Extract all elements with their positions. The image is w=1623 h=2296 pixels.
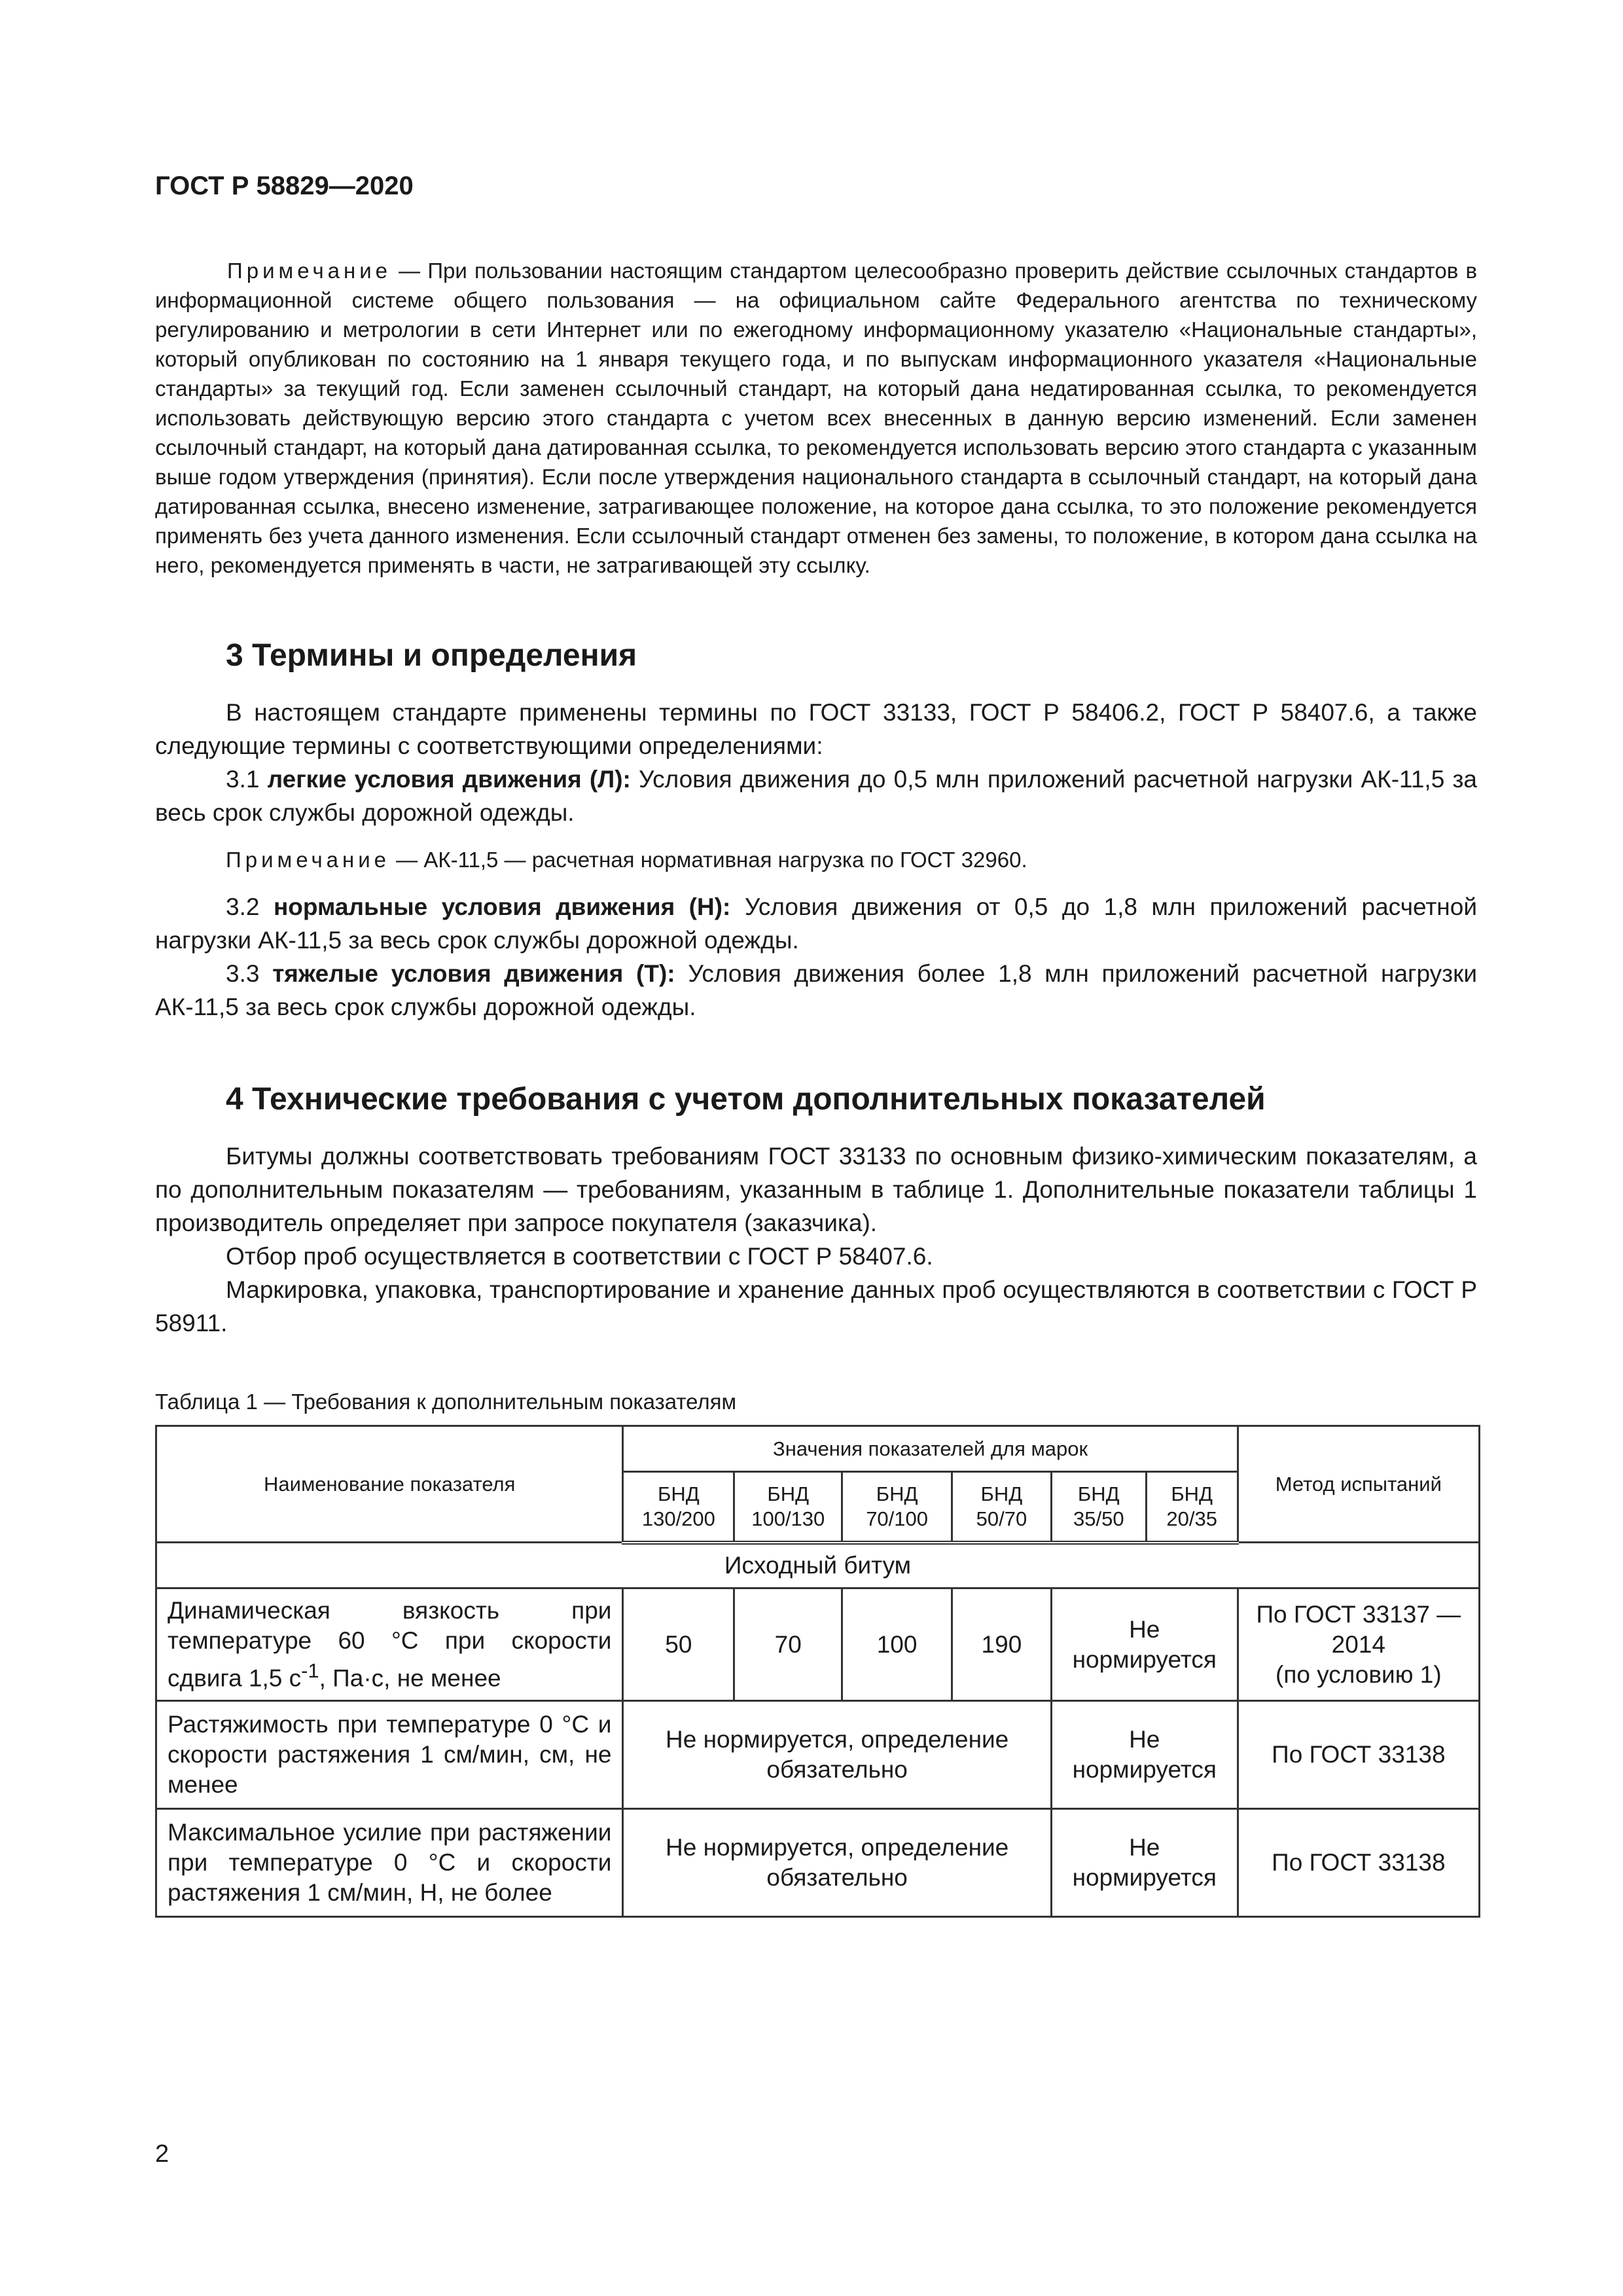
reference-note	[155, 256, 1477, 580]
value-cell: 70	[734, 1588, 842, 1701]
method-cell: По ГОСТ 33138	[1238, 1701, 1479, 1809]
header-values: Значения показателей для марок	[623, 1426, 1238, 1472]
section-4-para-1: Битумы должны соответствовать требованиям ГОСТ 33133 по основным физико-химическим показателям, а по дополнительным показателям — требованиям, указанным в таблице 1. Дополнительные показатели таблицы 1 производитель определяет при запросе покупателя (заказчика).	[155, 1143, 1477, 1236]
table-row	[156, 1588, 1480, 1701]
grade-header: БНД 50/70	[952, 1472, 1052, 1543]
term-3-3: 3.3 тяжелые условия движения (Т): Условия движения более 1,8 млн приложений расчетной нагрузки АК-11,5 за весь срок службы дорожной одежды.	[155, 960, 1477, 1020]
table-caption: Таблица 1 — Требования к дополнительным показателям	[155, 1390, 737, 1414]
term-note: Примечание — АК-11,5 — расчетная нормативная нагрузка по ГОСТ 32960.	[226, 848, 1027, 872]
method-cell: По ГОСТ 33137 — 2014 (по условию 1)	[1238, 1588, 1479, 1701]
term-3-2: 3.2 нормальные условия движения (Н): Условия движения от 0,5 до 1,8 млн приложений расчетной нагрузки АК-11,5 за весь срок службы дорожной одежды.	[155, 893, 1477, 954]
row-name: Максимальное усилие при растяжении при температуре 0 °С и скорости растяжения 1 см/мин, Н, не более	[156, 1809, 623, 1917]
grade-header: БНД 100/130	[734, 1472, 842, 1543]
table-row	[156, 1701, 1480, 1809]
section-4-para-2: Отбор проб осуществляется в соответствии с ГОСТ Р 58407.6.	[226, 1243, 933, 1270]
row-name: Растяжимость при температуре 0 °С и скорости растяжения 1 см/мин, см, не менее	[156, 1701, 623, 1809]
page-number: 2	[155, 2140, 169, 2168]
document-id: ГОСТ Р 58829—2020	[155, 171, 414, 200]
value-cell: Не нормируется, определение обязательно	[623, 1701, 1051, 1809]
method-cell: По ГОСТ 33138	[1238, 1809, 1479, 1917]
grade-header: БНД 20/35	[1146, 1472, 1238, 1543]
term-3-3-name: тяжелые условия движения (Т):	[272, 960, 675, 987]
term-3-2-name: нормальные условия движения (Н):	[273, 893, 731, 920]
header-name: Наименование показателя	[156, 1426, 623, 1543]
value-cell: Не нормируется, определение обязательно	[623, 1809, 1051, 1917]
document-page	[155, 171, 1477, 1918]
value-cell: Не нормируется	[1051, 1701, 1238, 1809]
table-row	[156, 1809, 1480, 1917]
section-4-para-3: Маркировка, упаковка, транспортирование и хранение данных проб осуществляются в соответствии с ГОСТ Р 58911.	[155, 1276, 1477, 1336]
group-row: Исходный битум	[156, 1543, 1480, 1588]
value-cell: Не нормируется	[1051, 1809, 1238, 1917]
header-method: Метод испытаний	[1238, 1426, 1479, 1543]
grade-header: БНД 35/50	[1051, 1472, 1146, 1543]
note-prefix: Примечание	[227, 259, 392, 283]
section-3-title: 3 Термины и определения	[226, 638, 637, 673]
value-cell: Не нормируется	[1051, 1588, 1238, 1701]
value-cell: 190	[952, 1588, 1052, 1701]
grade-header: БНД 130/200	[623, 1472, 734, 1543]
value-cell: 50	[623, 1588, 734, 1701]
term-3-1-name: легкие условия движения (Л):	[267, 766, 631, 793]
section-3-intro: В настоящем стандарте применены термины по ГОСТ 33133, ГОСТ Р 58406.2, ГОСТ Р 58407.6, а также следующие термины с соответствующими определениями:	[155, 699, 1477, 759]
note-text: — При пользовании настоящим стандартом целесообразно проверить действие ссылочных стандартов в информационной системе общего пользования — на официальном сайте Федерального агентства по техническому регулированию и метрологии в сети Интернет или по ежегодному информационному указателю «Национальные стандарты», который опубликован по состоянию на 1 января текущего года, и по выпускам информационного указателя «Национальные стандарты» за текущий год. Если заменен ссылочный стандарт, на который дана недатированная ссылка, то рекомендуется использовать действующую версию этого стандарта с учетом всех внесенных в данную версию изменений. Если заменен ссылочный стандарт, на который дана датированная ссылка, то рекомендуется использовать версию этого стандарта с указанным выше годом утверждения (принятия). Если после утверждения национального стандарта в ссылочный стандарт, на который дана датированная ссылка, внесено изменение, затрагивающее положение, на которое дана ссылка, то это положение рекомендуется применять без учета данного изменения. Если ссылочный стандарт отменен без замены, то положение, в котором дана ссылка на него, рекомендуется применять в части, не затрагивающей эту ссылку.	[155, 259, 1477, 577]
row-name: Динамическая вязкость при температуре 60 °С при скорости сдвига 1,5 $с^{-1}$, Па·с, не менее	[156, 1588, 623, 1701]
term-3-1: 3.1 легкие условия движения (Л): Условия движения до 0,5 млн приложений расчетной нагрузки АК-11,5 за весь срок службы дорожной одежды.	[155, 766, 1478, 826]
grade-header: БНД 70/100	[842, 1472, 952, 1543]
requirements-table	[155, 1425, 1480, 1918]
section-4-title: 4 Технические требования с учетом дополнительных показателей	[226, 1082, 1266, 1117]
value-cell: 100	[842, 1588, 952, 1701]
